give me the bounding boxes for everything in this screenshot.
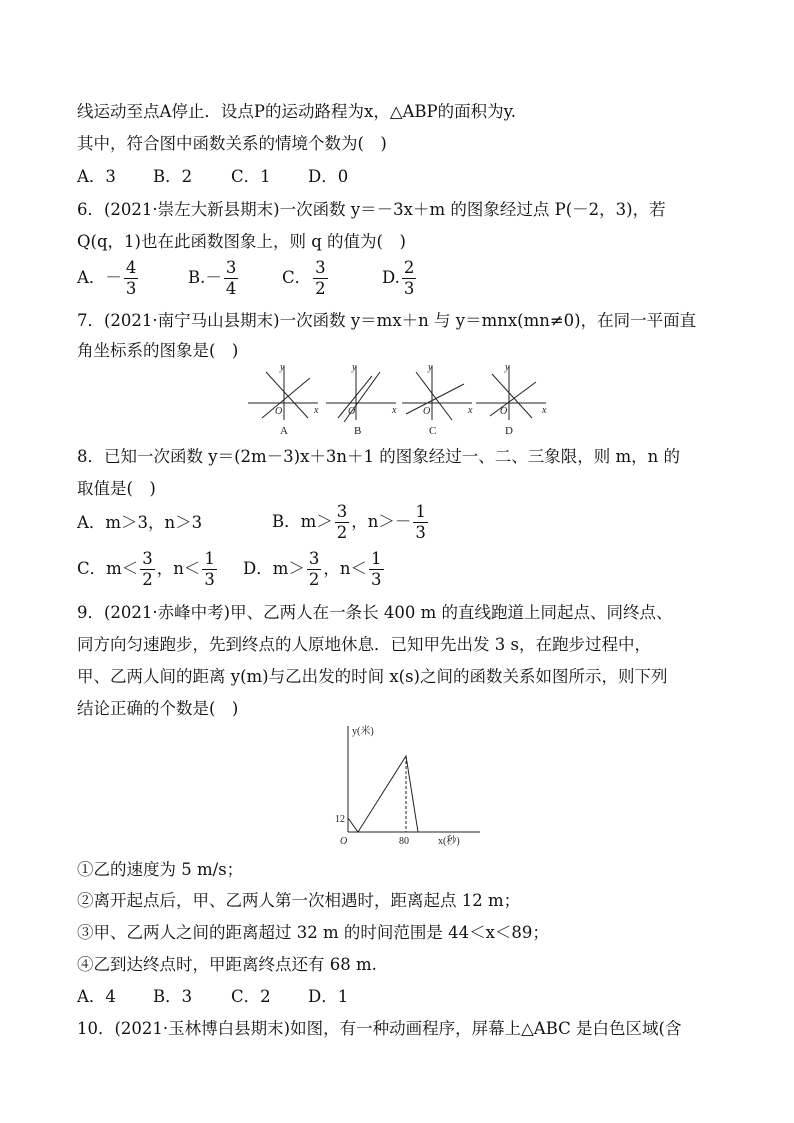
q6-option-d: D. $\frac{2}{3}$: [382, 258, 415, 298]
q9-statement-3: ③甲、乙两人之间的距离超过 32 m 的时间范围是 44＜x＜89；: [77, 923, 549, 942]
q5-line2: 其中，符合图中函数关系的情境个数为( ): [77, 134, 387, 153]
q9-statement-4: ④乙到达终点时，甲距离终点还有 68 m.: [77, 955, 377, 974]
q9-origin: O: [340, 836, 348, 847]
q8-option-c: C．m＜ $\frac{3}{2}$ ，n＜ $\frac{1}{3}$: [77, 549, 215, 589]
q9-option-c: C．2: [231, 987, 271, 1006]
fraction: $\frac{2}{3}$: [403, 258, 415, 298]
fraction: $\frac{1}{3}$: [415, 502, 426, 542]
graph-d-x-label: x: [542, 405, 547, 416]
q9-distance-line: [348, 756, 418, 832]
q7-line2: 角坐标系的图象是( ): [77, 341, 239, 360]
graph-b-label: B: [354, 425, 362, 437]
fraction: $\frac{4}{3}$: [125, 258, 137, 298]
graph-c-line2: [406, 384, 464, 414]
q9-option-a: A．4: [77, 987, 116, 1006]
q5-option-d: D．0: [308, 167, 349, 186]
graph-b-origin: O: [348, 406, 356, 417]
q5-option-c: C．1: [231, 167, 271, 186]
graph-d-line1: [492, 374, 532, 418]
graph-a-label: A: [280, 425, 288, 437]
graph-c-line1: [416, 372, 452, 420]
q8-line2: 取值是( ): [77, 479, 156, 498]
q9-line2: 同方向匀速跑步，先到终点的人原地休息．已知甲先出发 3 s，在跑步过程中，: [77, 635, 651, 654]
q9-statement-1: ①乙的速度为 5 m/s；: [77, 860, 244, 879]
q9-line1: 9．(2021·赤峰中考)甲、乙两人在一条长 400 m 的直线跑道上同起点、同终点、: [77, 603, 673, 622]
q8-option-b: B．m＞ $\frac{3}{2}$ ，n＞－ $\frac{1}{3}$: [272, 502, 426, 542]
fraction: $\frac{3}{4}$: [225, 258, 237, 298]
fraction: $\frac{3}{2}$: [142, 549, 153, 589]
q5-line1: 线运动至点A停止．设点P的运动路程为x，△ABP的面积为y.: [77, 102, 517, 121]
graph-b-y-label: y: [352, 362, 357, 373]
q6-line1: 6．(2021·崇左大新县期末)一次函数 y＝－3x＋m 的图象经过点 P(－2，3)，若: [77, 200, 666, 219]
fraction: $\frac{1}{3}$: [371, 549, 382, 589]
q9-x-tick: 80: [399, 836, 409, 847]
fraction: $\frac{3}{2}$: [336, 502, 348, 542]
fraction: $\frac{3}{2}$: [308, 549, 320, 589]
graph-a-x-label: x: [314, 405, 319, 416]
q8-option-a: A．m＞3，n＞3: [77, 513, 203, 532]
graph-a-line1: [266, 372, 308, 418]
q6-line2: Q(q，1)也在此函数图象上，则 q 的值为( ): [77, 232, 406, 251]
q9-distance-time-graph: [330, 720, 490, 850]
graph-c-label: C: [429, 425, 437, 437]
q9-line4: 结论正确的个数是( ): [77, 699, 239, 718]
q9-line3: 甲、乙两人间的距离 y(m)与乙出发的时间 x(s)之间的函数关系如图所示，则下列: [77, 667, 668, 686]
graph-d-label: D: [505, 425, 513, 437]
q9-x-label: x(秒): [438, 836, 460, 847]
fraction: $\frac{1}{3}$: [204, 549, 215, 589]
q6-option-c: C． $\frac{3}{2}$: [282, 258, 326, 298]
graph-a-y-label: y: [280, 362, 285, 373]
graph-c-origin: O: [423, 406, 431, 417]
q8-line1: 8．已知一次函数 y＝(2m－3)x＋3n＋1 的图象经过一、二、三象限，则 m，n 的: [77, 447, 681, 466]
q9-statement-2: ②离开起点后，甲、乙两人第一次相遇时，距离起点 12 m；: [77, 891, 521, 910]
q6-option-b: B.－ $\frac{3}{4}$: [188, 258, 237, 298]
graph-c-x-label: x: [468, 405, 473, 416]
graph-d-y-label: y: [505, 362, 510, 373]
q5-option-a: A．3: [77, 167, 116, 186]
graph-b-x-label: x: [392, 405, 397, 416]
q9-option-d: D．1: [308, 987, 349, 1006]
q9-option-b: B．3: [153, 987, 193, 1006]
graph-a-origin: O: [275, 406, 283, 417]
q8-option-d: D．m＞ $\frac{3}{2}$ ，n＜ $\frac{1}{3}$: [243, 549, 382, 589]
q9-y-label: y(米): [352, 726, 374, 737]
q7-graph-choices: [246, 360, 548, 438]
graph-d-origin: O: [500, 406, 508, 417]
q10-line1: 10．(2021·玉林博白县期末)如图，有一种动画程序，屏幕上△ABC 是白色区域(含: [77, 1019, 682, 1038]
graph-c-y-label: y: [428, 362, 433, 373]
q9-y-tick: 12: [335, 814, 345, 825]
graph-d-line2: [490, 382, 536, 416]
fraction: $\frac{3}{2}$: [315, 258, 326, 298]
q5-option-b: B．2: [153, 167, 193, 186]
q7-line1: 7．(2021·南宁马山县期末)一次函数 y＝mx＋n 与 y＝mnx(mn≠0)，在同一平面直: [77, 311, 697, 330]
q6-option-a: A．－ $\frac{4}{3}$: [77, 258, 137, 298]
